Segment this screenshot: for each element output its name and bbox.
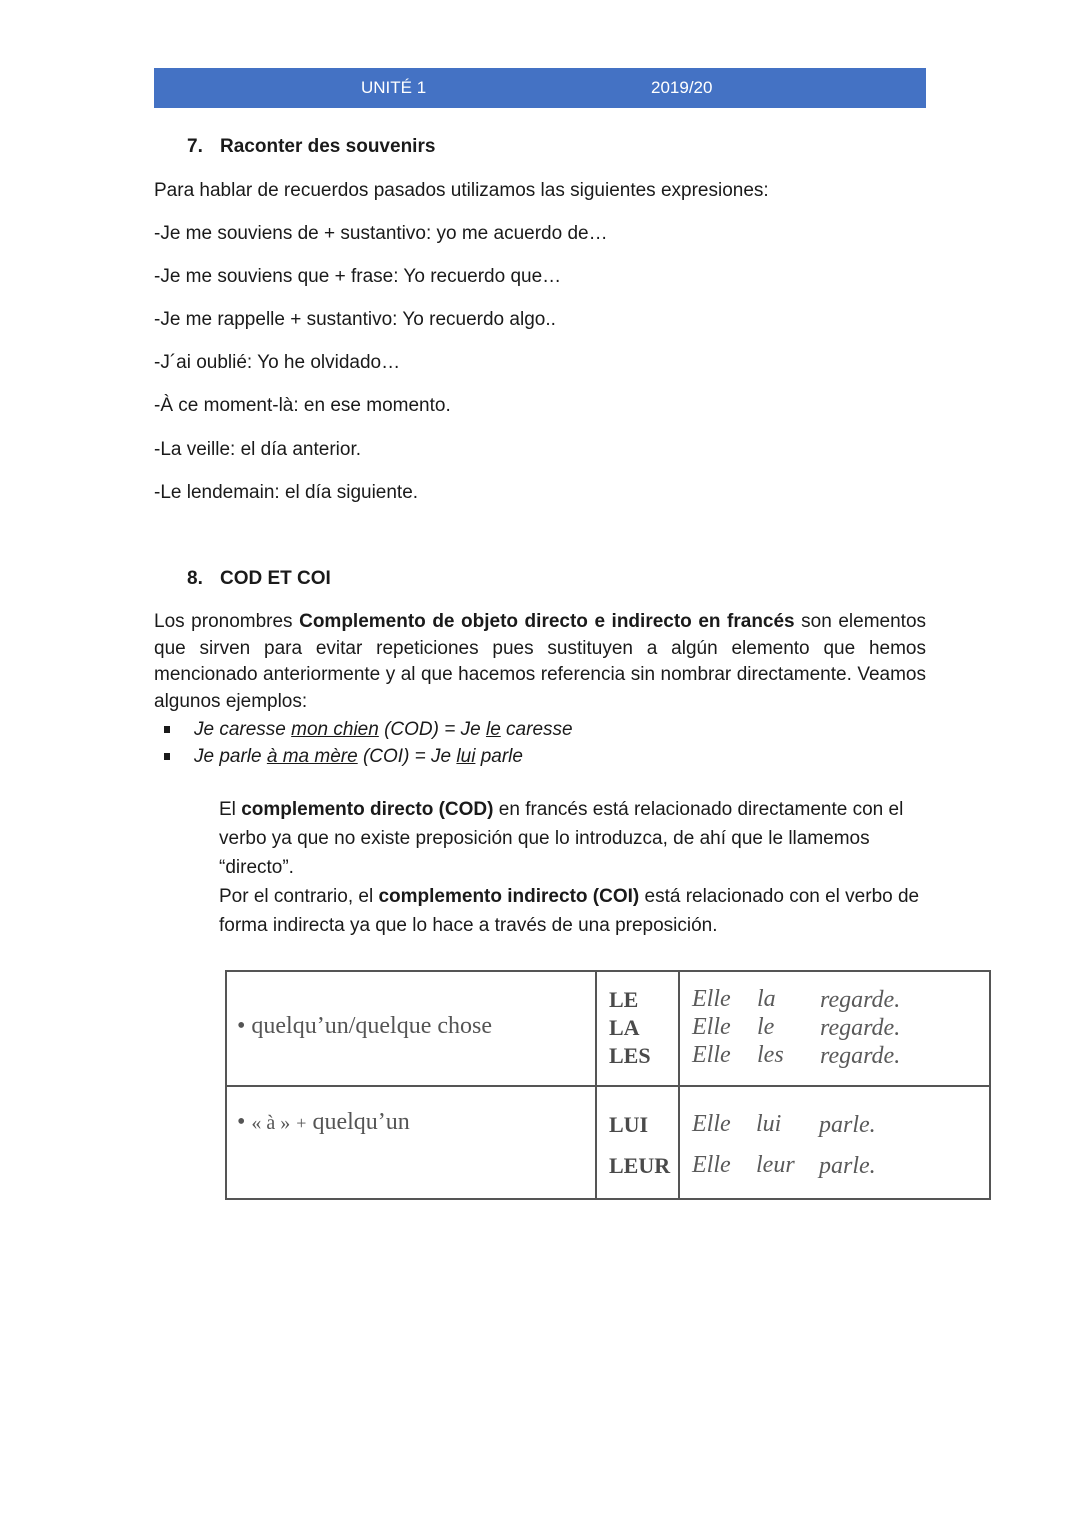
- subject-word: Elle: [692, 1111, 731, 1137]
- section-8-intro: Los pronombres Complemento de objeto directo e indirecto en francés son elementos que sirven para evitar repeticiones pues sustituyen a algún elemento que hemos mencionado anteriormente y al que hacemos referencia sin nombrar directamente. Veamos algunos ejemplos:: [154, 611, 927, 712]
- square-bullet-icon: [164, 726, 170, 733]
- section-8-title: COD ET COI: [220, 568, 331, 589]
- section-7-intro: Para hablar de recuerdos pasados utilizamos las siguientes expresiones:: [154, 180, 769, 201]
- object-pronoun: leur: [756, 1152, 795, 1178]
- example-item: Je caresse mon chien (COD) = Je le caresse: [160, 716, 573, 743]
- verb-word: regarde.: [820, 987, 901, 1013]
- subject-word: Elle: [692, 986, 731, 1012]
- object-pronoun: la: [757, 986, 776, 1012]
- expression-item: -Je me rappelle + sustantivo: Yo recuerdo algo..: [154, 309, 556, 330]
- square-bullet-icon: [164, 753, 170, 760]
- cod-coi-explanation: [219, 795, 929, 940]
- verb-word: regarde.: [820, 1015, 901, 1041]
- table-border: [989, 970, 991, 1200]
- pronoun-le: LE: [609, 987, 639, 1012]
- table-row-1-label: • quelqu’un/quelque chose: [237, 1013, 492, 1039]
- expression-item: -Je me souviens de + sustantivo: yo me acuerdo de…: [154, 223, 608, 244]
- pronoun-leur: LEUR: [609, 1153, 671, 1178]
- pronoun-table: [225, 970, 991, 1200]
- table-border: [225, 1198, 991, 1200]
- table-divider: [678, 970, 680, 1200]
- expression-item: -Je me souviens que + frase: Yo recuerdo que…: [154, 266, 562, 287]
- verb-word: parle.: [819, 1153, 876, 1179]
- example-item: Je parle à ma mère (COI) = Je lui parle: [160, 743, 573, 770]
- object-pronoun: les: [757, 1042, 784, 1068]
- intro-bold-term: Complemento de objeto directo e indirecto en francés: [299, 611, 795, 632]
- section-8-heading: [187, 568, 331, 590]
- section-8-number: 8.: [187, 568, 203, 589]
- header-year: 2019/20: [651, 78, 713, 97]
- verb-word: regarde.: [820, 1043, 901, 1069]
- section-7-heading: [187, 136, 435, 158]
- object-pronoun: lui: [756, 1111, 782, 1137]
- coi-explanation: Por el contrario, el complemento indirecto (COI) está relacionado con el verbo de forma indirecta ya que lo hace a través de una preposición.: [219, 886, 920, 936]
- expression-item: -La veille: el día anterior.: [154, 439, 362, 460]
- pronoun-lui: LUI: [609, 1112, 649, 1137]
- subject-word: Elle: [692, 1042, 731, 1068]
- expression-item: -J´ai oublié: Yo he olvidado…: [154, 352, 401, 373]
- section-7-number: 7.: [187, 136, 203, 157]
- table-border: [225, 970, 227, 1200]
- object-pronoun: le: [757, 1014, 775, 1040]
- page-header: [154, 68, 926, 108]
- table-divider: [595, 970, 597, 1200]
- header-unit: UNITÉ 1: [361, 78, 427, 97]
- expression-item: -Le lendemain: el día siguiente.: [154, 482, 419, 503]
- verb-word: parle.: [819, 1112, 876, 1138]
- pronoun-les: LES: [609, 1043, 651, 1068]
- subject-word: Elle: [692, 1014, 731, 1040]
- table-divider: [225, 1085, 991, 1087]
- subject-word: Elle: [692, 1152, 731, 1178]
- table-border: [225, 970, 991, 972]
- cod-explanation: El complemento directo (COD) en francés está relacionado directamente con el verbo ya que no existe preposición que lo introduzca, de ahí que le llamemos “directo”.: [219, 799, 904, 878]
- table-row-2-label: • « à » + quelqu’un: [237, 1109, 410, 1135]
- expression-item: -À ce moment-là: en ese momento.: [154, 395, 451, 416]
- example-list: [160, 716, 573, 770]
- section-7-title: Raconter des souvenirs: [220, 136, 436, 157]
- pronoun-la: LA: [609, 1015, 640, 1040]
